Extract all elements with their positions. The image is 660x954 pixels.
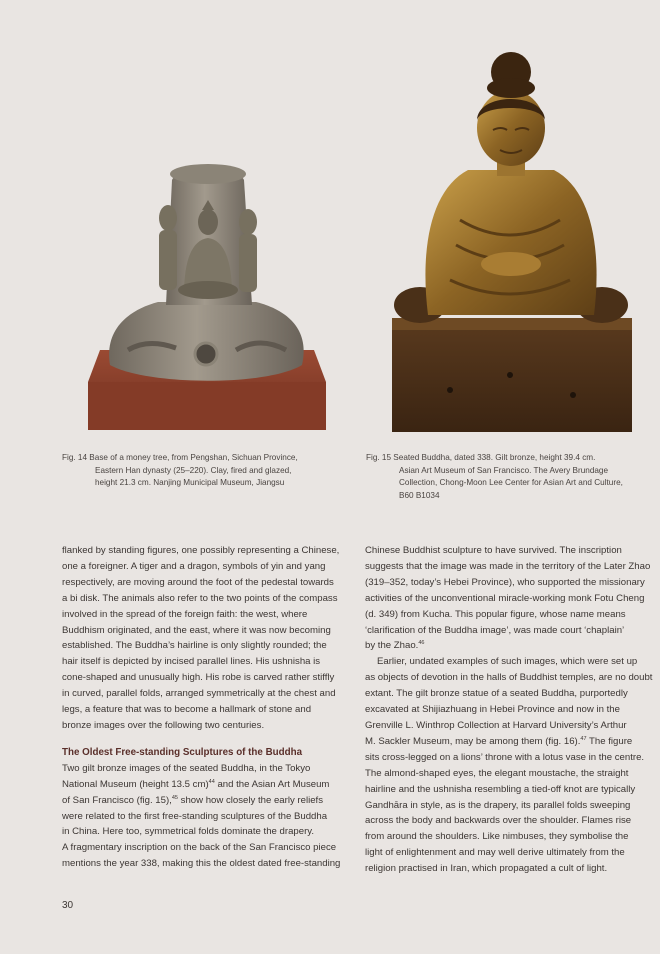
text-line: (d. 349) from Kucha. This popular figure, whose name means — [365, 608, 626, 620]
footnote-ref: 44 — [208, 778, 215, 785]
text-line: The almond-shaped eyes, the elegant moustache, the straight — [365, 767, 629, 779]
text-line: National Museum (height 13.5 cm)$^{44}$ and the Asian Art Museum — [62, 778, 330, 790]
text-line: from around the shoulders. Like nimbuses, they symbolise the — [365, 831, 629, 843]
caption-line: Asian Art Museum of San Francisco. The Avery Brundage — [399, 465, 609, 475]
text-line: a bi disk. The animals also refer to the two points of the compass — [62, 592, 338, 604]
text-line: in curved, parallel folds, arranged symmetrically at the chest and — [62, 688, 336, 700]
text-line: of San Francisco (fig. 15),$^{45}$ show how closely the early reliefs — [62, 794, 324, 806]
text-line: sits cross-legged on a lions’ throne with a lotus vase in the centre. — [365, 751, 645, 763]
caption-line: Fig. 15 Seated Buddha, dated 338. Gilt bronze, height 39.4 cm. — [366, 453, 596, 462]
text-line: involved in the spread of the foreign faith: the west, where — [62, 608, 308, 620]
text-line: as objects of devotion in the halls of Buddhist temples, are no doubt — [365, 672, 653, 684]
text-line: ‘clarification of the Buddha image’, was made court ‘chaplain’ — [365, 624, 625, 636]
text-line: A fragmentary inscription on the back of the San Francisco piece — [62, 842, 337, 854]
page-number: 30 — [62, 900, 74, 911]
text-line: (319–352, today’s Hebei Province), who supported the missionary — [365, 576, 645, 588]
footnote-ref: 45 — [171, 794, 178, 801]
text-line: hairline and the ushnisha resembling a tied-off knot are typically — [365, 783, 636, 795]
text-line: were related to the first free-standing sculptures of the Buddha — [62, 810, 328, 822]
caption-line: B60 B1034 — [399, 490, 440, 500]
caption-line: Collection, Chong-Moon Lee Center for Asian Art and Culture, — [399, 478, 623, 487]
fig14-money-tree-base-image — [88, 160, 326, 432]
text-line: by the Zhao.$^{46}$ — [365, 640, 425, 652]
text-line: in China. Here too, symmetrical folds dominate the drapery. — [62, 826, 315, 838]
fig15-caption — [366, 452, 636, 502]
text-line: cone-shaped and unusually high. His robe is carved rather stiffly — [62, 672, 335, 684]
text-line: bronze images over the following two centuries. — [62, 719, 265, 731]
left-text-column — [62, 543, 341, 872]
text-line: light of enlightenment and may well derive ultimately from the — [365, 847, 625, 859]
fig14-caption — [62, 452, 332, 490]
text-line: M. Sackler Museum, may be among them (fig. 16).$^{47}$ The figure — [365, 735, 633, 747]
text-line: Chinese Buddhist sculpture to have survived. The inscription — [365, 545, 622, 556]
caption-line: height 21.3 cm. Nanjing Municipal Museum, Jiangsu — [95, 478, 285, 487]
text-line: hair itself is depicted by incised parallel lines. His ushnisha is — [62, 656, 321, 668]
caption-line: Fig. 14 Base of a money tree, from Pengshan, Sichuan Province, — [62, 453, 298, 462]
text-line: Grenville L. Winthrop Collection at Harvard University’s Arthur — [365, 719, 627, 731]
text-line: one a foreigner. A tiger and a dragon, symbols of yin and yang — [62, 560, 326, 572]
text-line: religion practised in Iran, which propagated a cult of light. — [365, 863, 608, 875]
text-line: extant. The gilt bronze statue of a seated Buddha, purportedly — [365, 688, 628, 700]
text-line: established. The Buddha’s hairline is only slightly rounded; the — [62, 640, 327, 652]
footnote-ref: 47 — [580, 735, 587, 742]
text-line: excavated at Shijiazhuang in Hebei Province and now in the — [365, 704, 620, 716]
footnote-ref: 46 — [418, 640, 425, 647]
text-line: legs, a feature that was to become a hallmark of stone and — [62, 704, 312, 716]
text-line: Two gilt bronze images of the seated Buddha, in the Tokyo — [62, 762, 311, 774]
text-line: flanked by standing figures, one possibly representing a Chinese, — [62, 545, 340, 556]
text-line: respectively, are moving around the foot of the pedestal towards — [62, 576, 334, 588]
text-line: across the body and backwards over the shoulder. Flames rise — [365, 815, 632, 827]
caption-line: Eastern Han dynasty (25–220). Clay, fired and glazed, — [95, 465, 292, 475]
text-line: Buddhism originated, and the east, where it was now becoming — [62, 624, 331, 636]
text-line: activities of the unconventional miracle-working monk Fotu Cheng — [365, 592, 645, 604]
text-line: Earlier, undated examples of such images, which were set up — [377, 656, 638, 668]
text-line: mentions the year 338, making this the oldest dated free-standing — [62, 858, 341, 870]
right-text-column — [365, 543, 653, 877]
section-heading: The Oldest Free-standing Sculptures of the Buddha — [62, 746, 303, 758]
text-line: Gandhāra in style, as is the drapery, its parallel folds sweeping — [365, 799, 631, 811]
fig15-seated-buddha-image — [390, 50, 632, 434]
text-line: suggests that the image was made in the territory of the Later Zhao — [365, 560, 651, 572]
